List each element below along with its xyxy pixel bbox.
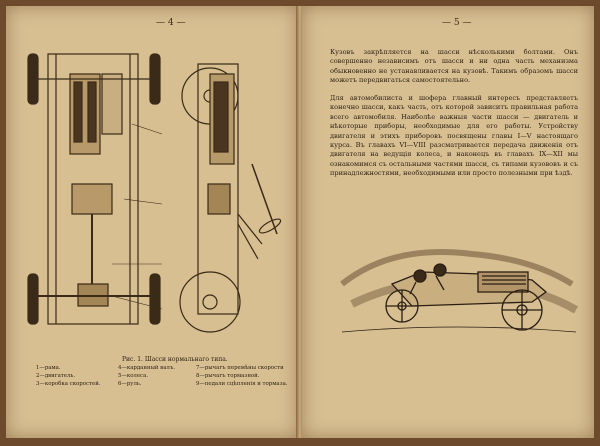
legend-column-1 xyxy=(36,364,116,389)
paragraph-2: Для автомобилиста и шофера главный интересъ представляетъ конечно шасси, какъ часть, отъ которой зависитъ правильная работа всего автомобиля. Наиболѣе важныя части шасси — двигатель и нѣкоторые приборы, необходимые для его работы. Устройству двигателя и этихъ приборовъ посвящены главы I—V настоящаго курса. Въ главахъ VI—VIII разсматривается передача движенія отъ двигателя на ведущія колеса, и наконецъ въ главахъ IX—XII мы ознакомимся съ остальными частями шасси, съ типами кузововъ и съ принадлежностями, необходимыми или просто полезными при ѣздѣ. xyxy=(330,94,578,178)
legend-item: 1—рама. xyxy=(36,365,61,371)
left-page-number: — 4 — xyxy=(156,18,186,28)
legend-item: 9—педали сцѣпленія и тормаза. xyxy=(196,381,288,388)
legend-item: 7—рычагъ перемѣны скорости xyxy=(196,365,284,371)
legend-column-2 xyxy=(118,364,198,389)
legend-item: 2—двигатель. xyxy=(36,373,76,380)
paragraph-1: Кузовъ закрѣпляется на шасси нѣсколькими болтами. Онъ совершенно независимъ отъ шасси и ни одна часть механизма обыкновенно не устанавливается на кузовѣ. Такимъ образомъ шасси можетъ передвигаться самостоятельно. xyxy=(330,48,578,85)
legend-item: 6—руль. xyxy=(118,381,142,388)
gearbox xyxy=(72,184,112,214)
racing-car-illustration xyxy=(332,214,582,342)
legend-item: 4—карданный валъ. xyxy=(118,365,175,371)
chassis-diagram xyxy=(12,34,292,352)
legend-column-3 xyxy=(196,364,296,389)
legend-item: 3—коробка скоростей. xyxy=(36,381,101,388)
rear-wheel xyxy=(180,272,240,332)
right-page xyxy=(302,6,594,438)
left-page xyxy=(6,6,298,438)
figure-caption: Рис. 1. Шасси нормальнаго типа. xyxy=(122,356,228,363)
right-page-number: — 5 — xyxy=(442,18,472,28)
legend-item: 8—рычагъ тормазной. xyxy=(196,373,260,380)
legend-item: 5—колеса. xyxy=(118,373,148,380)
